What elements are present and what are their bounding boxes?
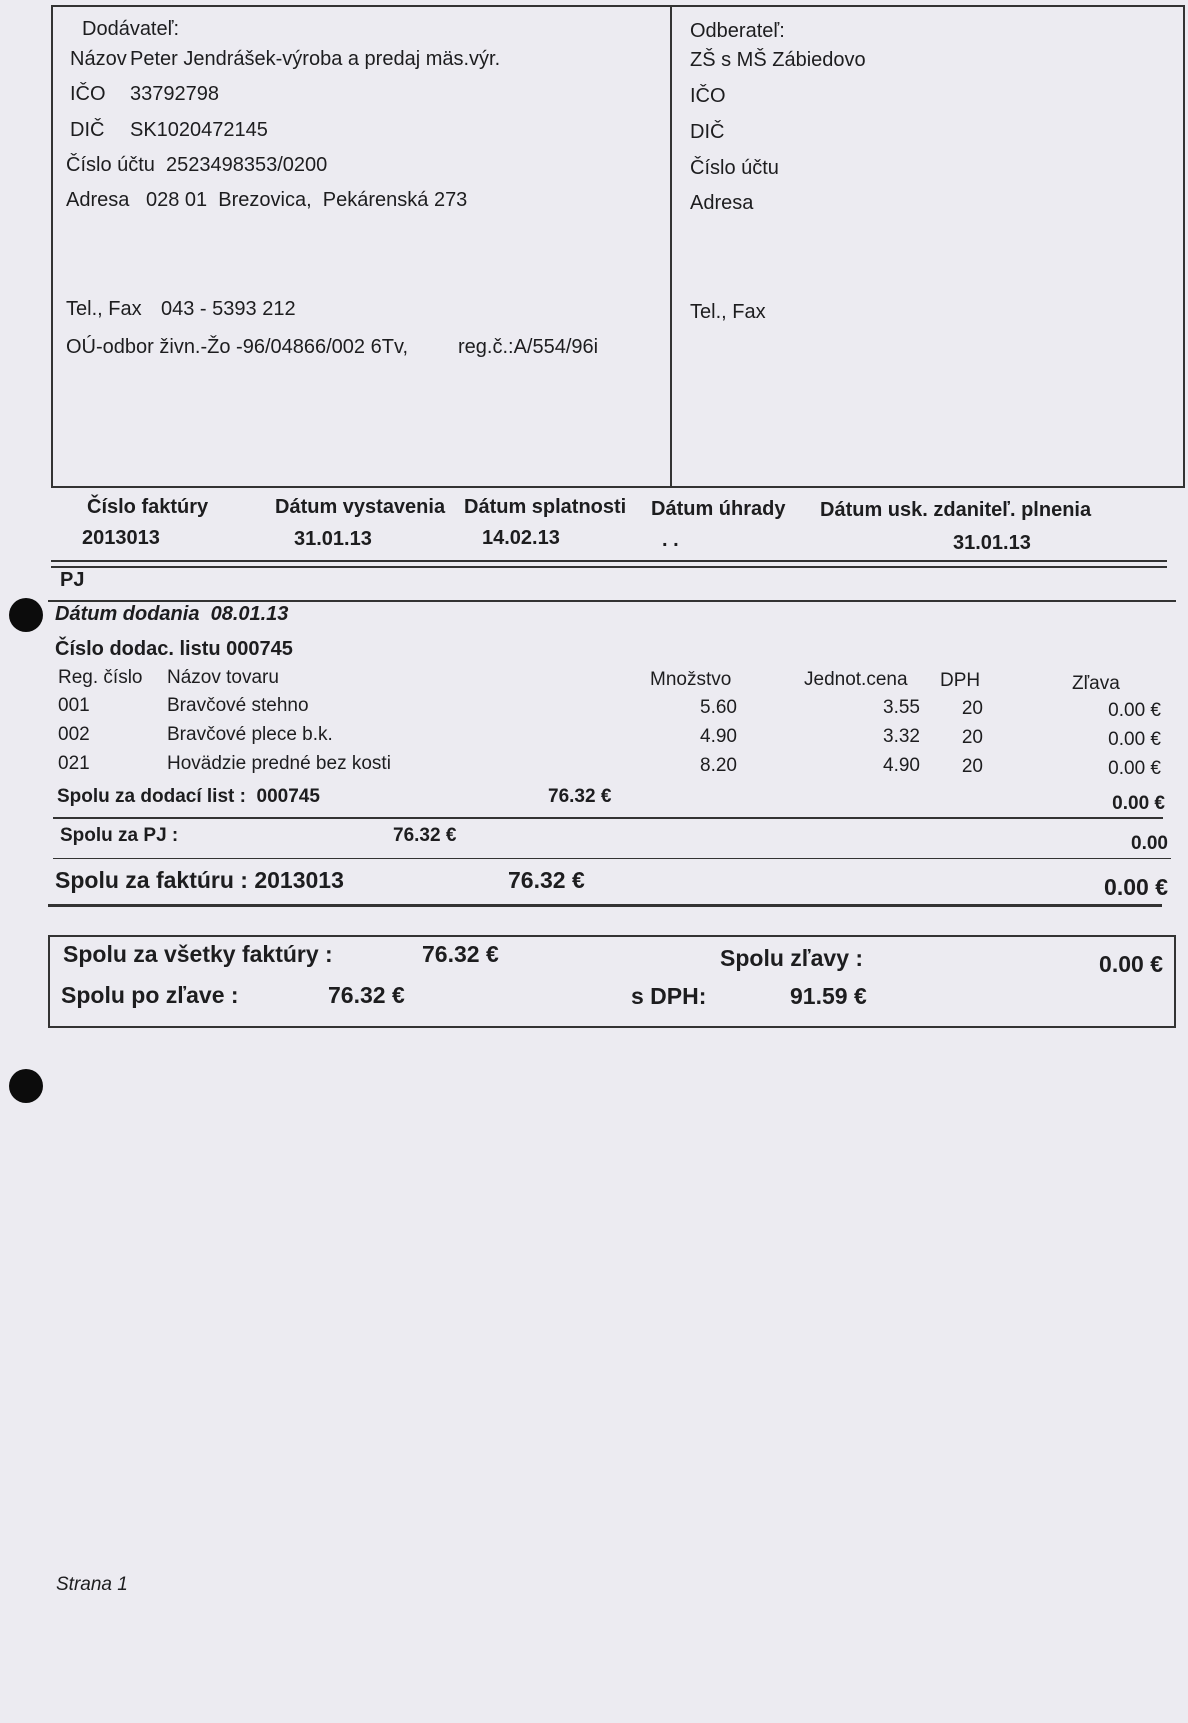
supplier-registry: OÚ-odbor živn.-Žo -96/04866/002 6Tv, xyxy=(66,336,409,358)
row-disc: 0.00 € xyxy=(1108,729,1161,750)
row-price: 4.90 xyxy=(883,755,920,776)
col-price-heading: Jednot.cena xyxy=(804,669,908,690)
header-divider-1 xyxy=(51,560,1167,562)
row-reg: 021 xyxy=(58,753,90,774)
supplier-phone-label: Tel., Fax xyxy=(66,298,142,320)
row-name: Hovädzie predné bez kosti xyxy=(167,753,391,774)
header-divider-2 xyxy=(51,566,1167,568)
customer-heading: Odberateľ: xyxy=(690,20,785,42)
row-vat: 20 xyxy=(961,698,983,719)
row-qty: 8.20 xyxy=(700,755,737,776)
customer-name: ZŠ s MŠ Zábiedovo xyxy=(690,49,866,71)
supplier-reg-no: reg.č.:A/554/96i xyxy=(458,336,599,358)
customer-address-label: Adresa xyxy=(690,192,754,214)
invoice-tax-heading: Dátum usk. zdaniteľ. plnenia xyxy=(820,499,1092,521)
summary-all-amount: 76.32 € xyxy=(422,941,499,967)
address-divider xyxy=(670,5,672,488)
note-total-label: Spolu za dodací list : 000745 xyxy=(57,786,320,807)
row-reg: 001 xyxy=(58,695,90,716)
invoice-number-heading: Číslo faktúry xyxy=(87,496,209,518)
row-price: 3.55 xyxy=(883,697,920,718)
customer-ico-label: IČO xyxy=(690,85,726,107)
supplier-ico-label: IČO xyxy=(70,83,106,105)
supplier-phone: 043 - 5393 212 xyxy=(161,298,296,320)
supplier-address: 028 01 Brezovica, Pekárenská 273 xyxy=(146,189,468,211)
supplier-account: 2523498353/0200 xyxy=(166,154,328,176)
note-total-discount: 0.00 € xyxy=(1112,793,1165,814)
col-vat-heading: DPH xyxy=(940,670,981,691)
unit-divider xyxy=(48,600,1176,602)
punch-hole-bottom xyxy=(9,1069,43,1103)
row-name: Bravčové plece b.k. xyxy=(167,724,333,745)
supplier-name-label: Názov xyxy=(70,48,127,70)
page-number: Strana 1 xyxy=(56,1574,128,1595)
row-vat: 20 xyxy=(961,756,983,777)
customer-account-label: Číslo účtu xyxy=(690,157,779,179)
invoice-due-date: 14.02.13 xyxy=(482,527,560,549)
col-name-heading: Názov tovaru xyxy=(167,667,279,688)
supplier-ico: 33792798 xyxy=(130,83,219,105)
invoice-paid-date: . . xyxy=(662,529,679,551)
row-name: Bravčové stehno xyxy=(167,695,309,716)
supplier-name: Peter Jendrášek-výroba a predaj mäs.výr. xyxy=(130,48,501,70)
pj-total-discount: 0.00 xyxy=(1131,833,1168,854)
row-vat: 20 xyxy=(961,727,983,748)
supplier-account-label: Číslo účtu xyxy=(66,154,155,176)
invoice-total-amount: 76.32 € xyxy=(508,867,585,893)
summary-after-label: Spolu po zľave : xyxy=(61,982,239,1008)
customer-phone-label: Tel., Fax xyxy=(690,301,766,323)
row-reg: 002 xyxy=(58,724,90,745)
note-total-amount: 76.32 € xyxy=(548,786,612,807)
unit-code: PJ xyxy=(60,569,85,591)
col-qty-heading: Množstvo xyxy=(650,669,732,690)
row-qty: 5.60 xyxy=(700,697,737,718)
pj-total-label: Spolu za PJ : xyxy=(60,825,179,846)
supplier-address-label: Adresa xyxy=(66,189,130,211)
invoice-due-heading: Dátum splatnosti xyxy=(464,496,627,518)
summary-all-label: Spolu za všetky faktúry : xyxy=(63,941,333,967)
row-disc: 0.00 € xyxy=(1108,758,1161,779)
supplier-dic-label: DIČ xyxy=(70,119,105,141)
invoice-total-divider xyxy=(48,904,1162,907)
address-box xyxy=(51,5,1185,488)
summary-vat-label: s DPH: xyxy=(631,983,707,1009)
supplier-heading: Dodávateľ: xyxy=(82,18,180,40)
row-price: 3.32 xyxy=(883,726,920,747)
invoice-tax-date: 31.01.13 xyxy=(953,532,1031,554)
customer-dic-label: DIČ xyxy=(690,121,725,143)
pj-total-divider xyxy=(53,858,1171,859)
invoice-paid-heading: Dátum úhrady xyxy=(651,498,786,520)
row-disc: 0.00 € xyxy=(1108,700,1161,721)
invoice-number: 2013013 xyxy=(82,527,160,549)
invoice-total-discount: 0.00 € xyxy=(1104,874,1168,900)
row-qty: 4.90 xyxy=(700,726,737,747)
invoice-issued-heading: Dátum vystavenia xyxy=(275,496,446,518)
summary-vat-amount: 91.59 € xyxy=(790,983,867,1009)
summary-discount-label: Spolu zľavy : xyxy=(720,945,864,971)
note-total-divider xyxy=(53,817,1163,819)
supplier-dic: SK1020472145 xyxy=(130,119,268,141)
summary-after-amount: 76.32 € xyxy=(328,982,405,1008)
invoice-total-label: Spolu za faktúru : 2013013 xyxy=(55,867,344,893)
pj-total-amount: 76.32 € xyxy=(393,825,457,846)
invoice-issued-date: 31.01.13 xyxy=(294,528,372,550)
delivery-date: Dátum dodania 08.01.13 xyxy=(55,603,289,625)
delivery-note-number: Číslo dodac. listu 000745 xyxy=(55,638,293,660)
col-disc-heading: Zľava xyxy=(1072,673,1120,694)
punch-hole-top xyxy=(9,598,43,632)
col-reg-heading: Reg. číslo xyxy=(58,667,143,688)
summary-discount-amount: 0.00 € xyxy=(1099,951,1163,977)
